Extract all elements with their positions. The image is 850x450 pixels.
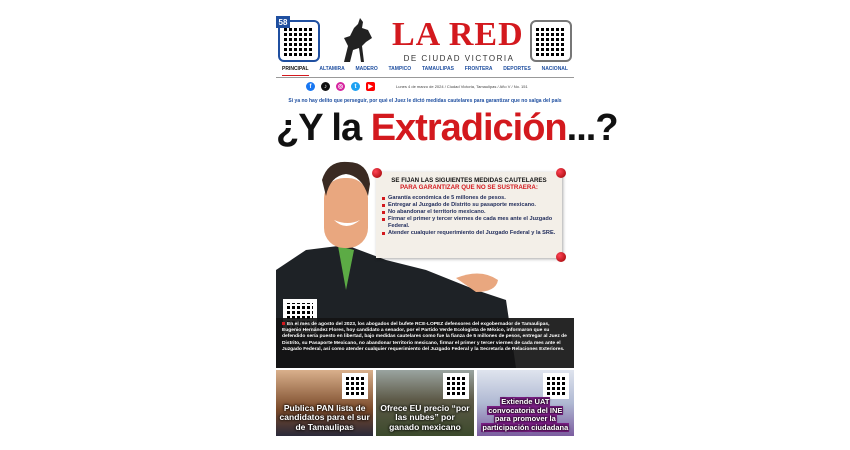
kicker: Si ya no hay delito que perseguir, por qué el Juez le dictó medidas cautelares para garantizar que no salga del país xyxy=(288,98,562,104)
note-subtitle: PARA GARANTIZAR QUE NO SE SUSTRAERA: xyxy=(400,184,538,191)
pushpin-icon xyxy=(556,252,566,262)
nav-item-nacional[interactable]: NACIONAL xyxy=(541,66,568,72)
list-item: No abandonar el territorio mexicano. xyxy=(382,209,556,216)
secondary-stories xyxy=(276,370,574,436)
list-item: Garantía económica de 5 millones de pesos. xyxy=(382,195,556,202)
nav-item-tamaulipas[interactable]: TAMAULIPAS xyxy=(421,66,454,72)
newspaper-subtitle: DE CIUDAD VICTORIA xyxy=(403,54,515,63)
qr-code-story[interactable] xyxy=(444,374,468,398)
story-caption: Publica PAN lista de candidatos para el sur de Tamaulipas xyxy=(279,402,370,432)
nav-item-frontera[interactable]: FRONTERA xyxy=(464,66,493,72)
headline-part-3: ...? xyxy=(566,107,618,149)
nav-item-madero[interactable]: MADERO xyxy=(355,66,378,72)
facebook-icon[interactable]: f xyxy=(306,82,315,91)
nav-item-principal[interactable]: PRINCIPAL xyxy=(282,66,309,76)
social-links xyxy=(306,82,375,91)
article-text: En el mes de agosto del 2023, los abogados del bufete RCE-LOPEZ defensores del exgobernador de Tamaulipas, Eugenio Hernández Flores, hoy candidato a senador, por el Partido Verde Ecologista de México, informaron que su defendido sería puesto en libertad, bajo medidas cautelares como fue la fianza de 5 millones de pesos, entregar al Juez de Distrito, su Pasaporte Mexicano, no abandonar territorio mexicano, firmar el primer y tercer viernes de cada mes ante el Juzgado Federal, así como atender cualquier requerimiento del Juzgado Federal y la Secretaría de Relaciones Exteriores. xyxy=(282,322,567,352)
bullet-icon xyxy=(282,322,285,325)
newspaper-logo: LA RED xyxy=(392,16,524,53)
twitter-icon[interactable]: t xyxy=(351,82,360,91)
story-card[interactable] xyxy=(477,370,574,436)
qr-code-right[interactable] xyxy=(532,22,570,60)
list-item: Firmar el primer y tercer viernes de cada mes ante el Juzgado Federal. xyxy=(382,216,556,230)
main-headline xyxy=(276,106,618,150)
headline-part-1: ¿Y la xyxy=(276,107,371,149)
newspaper-cover xyxy=(276,14,618,436)
precautionary-measures-note xyxy=(376,172,562,258)
note-title: SE FIJAN LAS SIGUIENTES MEDIDAS CAUTELARES xyxy=(391,177,547,184)
instagram-icon[interactable]: ◎ xyxy=(337,84,344,90)
nav-item-deportes[interactable]: DEPORTES xyxy=(503,66,531,72)
qr-code-story[interactable] xyxy=(544,374,568,398)
story-caption: Ofrece EU precio “por las nubes” por ganado mexicano xyxy=(380,402,470,432)
section-nav xyxy=(276,66,574,76)
horse-rider-logo-icon xyxy=(336,16,376,66)
youtube-icon[interactable]: ▶ xyxy=(366,82,375,91)
headline-part-2: Extradición xyxy=(370,107,567,149)
story-caption-text: Extiende UAT convocatoria del INE para promover la participación ciudadana xyxy=(482,397,569,432)
nav-item-altamira[interactable]: ALTAMIRA xyxy=(319,66,345,72)
story-caption xyxy=(480,398,571,432)
list-item: Atender cualquier requerimiento del Juzgado Federal y la SRE. xyxy=(382,230,556,237)
article-body xyxy=(276,318,574,368)
story-card[interactable] xyxy=(376,370,473,436)
divider xyxy=(276,77,574,78)
edition-badge: 58 xyxy=(276,16,290,28)
list-item: Entregar al Juzgado de Distrito su pasaporte mexicano. xyxy=(382,202,556,209)
dateline: Lunes 4 de marzo de 2024 / Ciudad Victoria, Tamaulipas / Año V / No. 151 xyxy=(396,84,528,89)
qr-code-story[interactable] xyxy=(343,374,367,398)
story-card[interactable] xyxy=(276,370,373,436)
measures-list xyxy=(382,195,556,237)
lead-photo xyxy=(276,150,574,368)
pushpin-icon xyxy=(372,168,382,178)
tiktok-icon[interactable]: ♪ xyxy=(321,82,330,91)
pushpin-icon xyxy=(556,168,566,178)
nav-item-tampico[interactable]: TAMPICO xyxy=(388,66,412,72)
